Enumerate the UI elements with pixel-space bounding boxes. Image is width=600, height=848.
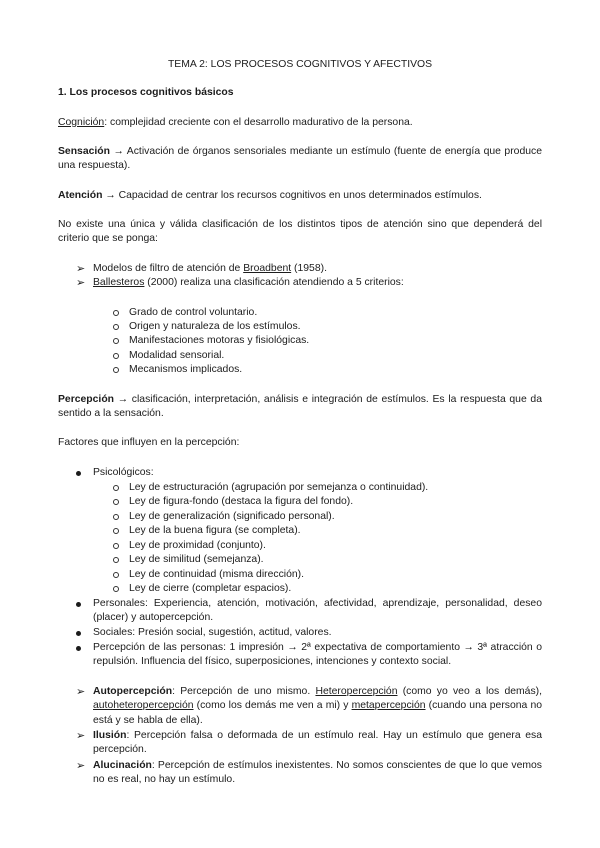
list-item: Ley de cierre (completar espacios). (113, 582, 291, 596)
list-item: Psicológicos: (76, 466, 154, 480)
list-item: ➢ Modelos de filtro de atención de Broadbent (1958). (76, 263, 327, 275)
list-item: Personales: Experiencia, atención, motivación, afectividad, aprendizaje, personalidad, deseo (placer) y autopercepción. (76, 597, 542, 626)
list-item: Grado de control voluntario. (113, 306, 257, 320)
circle-bullet-icon (113, 485, 119, 491)
arrow-bullet-icon: ➢ (76, 760, 86, 772)
arrow-bullet-icon: ➢ (76, 686, 86, 698)
list-item: Manifestaciones motoras y fisiológicas. (113, 334, 309, 348)
list-item: Mecanismos implicados. (113, 363, 242, 377)
circle-bullet-icon (113, 310, 119, 316)
paragraph-factores: Factores que influyen en la percepción: (58, 437, 240, 448)
section-heading: 1. Los procesos cognitivos básicos (58, 87, 234, 98)
term-atencion: Atención (58, 190, 103, 201)
circle-bullet-icon (113, 586, 119, 592)
list-item: Sociales: Presión social, sugestión, actitud, valores. (76, 626, 542, 640)
list-item: Ley de estructuración (agrupación por semejanza o continuidad). (113, 481, 428, 495)
link-ballesteros: Ballesteros (93, 277, 145, 288)
list-item: Ley de la buena figura (se completa). (113, 524, 301, 538)
list-item: Ley de figura-fondo (destaca la figura del fondo). (113, 495, 353, 509)
cognicion-text: : complejidad creciente con el desarrollo madurativo de la persona. (104, 117, 413, 128)
circle-bullet-icon (113, 528, 119, 534)
arrow-bullet-icon: ➢ (76, 277, 86, 289)
paragraph-percepcion (58, 393, 542, 422)
list-item: Modalidad sensorial. (113, 349, 224, 363)
dot-bullet-icon (76, 631, 81, 636)
circle-bullet-icon (113, 353, 119, 359)
paragraph-cognicion (58, 116, 542, 130)
term-percepcion: Percepción (58, 394, 115, 405)
arrow-bullet-icon: ➢ (76, 263, 86, 275)
term-sensacion: Sensación (58, 146, 110, 157)
paragraph-atencion (58, 189, 542, 203)
paragraph-sensacion (58, 145, 542, 174)
list-item: ➢ Ilusión: Percepción falsa o deformada de un estímulo real. Hay un estímulo que genera esa percepción. (76, 730, 542, 756)
dot-bullet-icon (76, 646, 81, 651)
percepcion-text: → clasificación, interpretación, análisis e integración de estímulos. Es la respuesta que da sentido a la sensación. (58, 394, 542, 420)
arrow-bullet-icon: ➢ (76, 730, 86, 742)
list-item: Origen y naturaleza de los estímulos. (113, 320, 301, 334)
circle-bullet-icon (113, 367, 119, 373)
page-title: TEMA 2: LOS PROCESOS COGNITIVOS Y AFECTIVOS (167, 59, 433, 70)
circle-bullet-icon (113, 514, 119, 520)
list-item: Ley de similitud (semejanza). (113, 553, 264, 567)
paragraph-clasificacion: No existe una única y válida clasificación de los distintos tipos de atención sino que dependerá del criterio que se ponga: (58, 219, 542, 245)
link-broadbent: Broadbent (243, 263, 292, 274)
circle-bullet-icon (113, 499, 119, 505)
list-item: Ley de generalización (significado personal). (113, 510, 335, 524)
dot-bullet-icon (76, 471, 81, 476)
sensacion-text: → Activación de órganos sensoriales mediante un estímulo (fuente de energía que produce una respuesta). (58, 146, 542, 172)
circle-bullet-icon (113, 572, 119, 578)
list-item: Ley de continuidad (misma dirección). (113, 568, 304, 582)
circle-bullet-icon (113, 543, 119, 549)
dot-bullet-icon (76, 602, 81, 607)
term-cognicion: Cognición (58, 117, 105, 128)
atencion-text: → Capacidad de centrar los recursos cognitivos en unos determinados estímulos. (102, 190, 482, 201)
list-item: ➢ Ballesteros (2000) realiza una clasificación atendiendo a 5 criterios: (76, 277, 404, 289)
list-item: ➢ Alucinación: Percepción de estímulos inexistentes. No somos conscientes de que lo que vemos no es real, no hay un estímulo. (76, 760, 542, 786)
list-item: Percepción de las personas: 1 impresión → 2ª expectativa de comportamiento → 3ª atracción o repulsión. Influencia del físico, superposiciones, intenciones y contexto social. (76, 641, 542, 670)
circle-bullet-icon (113, 338, 119, 344)
list-item: Ley de proximidad (conjunto). (113, 539, 266, 553)
list-item: ➢ Autopercepción: Percepción de uno mismo. Heteropercepción (como yo veo a los demás), autoheteropercepción (como los demás me ven a mi) y metapercepción (cuando una persona no está y se habla de ella). (76, 686, 543, 726)
circle-bullet-icon (113, 324, 119, 330)
circle-bullet-icon (113, 557, 119, 563)
